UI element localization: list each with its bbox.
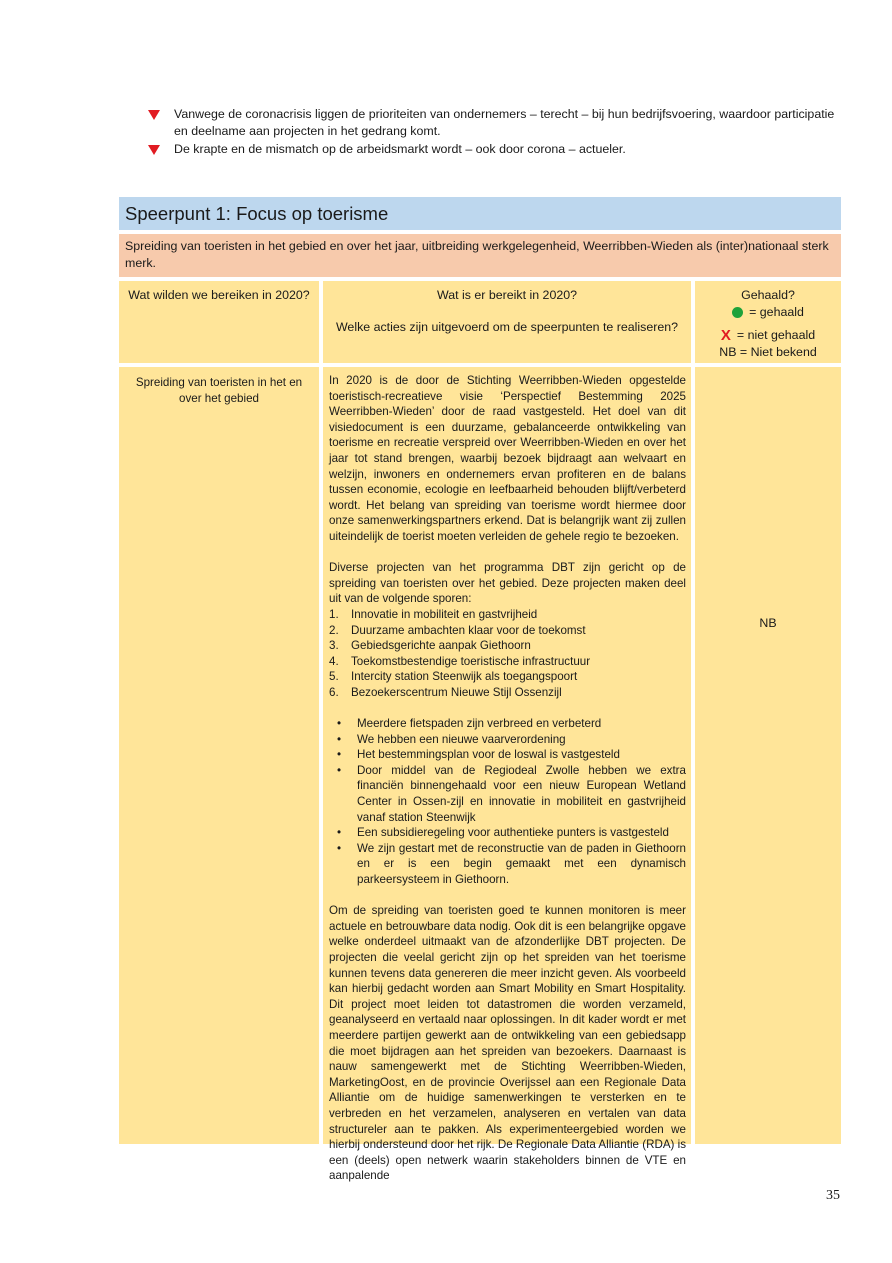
red-triangle-bullet-icon: [148, 110, 160, 120]
track-number: 1.: [329, 607, 339, 621]
bullet-dot-icon: •: [337, 717, 342, 731]
legend-not-achieved: [695, 327, 841, 344]
track-number: 3.: [329, 639, 339, 653]
track-item: [329, 638, 686, 654]
result-text: Het bestemmingsplan voor de loswal is vastgesteld: [357, 748, 620, 762]
achievement-cell: [323, 367, 691, 1183]
page-number: 35: [826, 1188, 840, 1203]
result-item: [329, 747, 686, 763]
paragraph-projects: Diverse projecten van het programma DBT zijn gericht op de spreiding van toeristen over het gebied. Deze projecten maken deel uit van de volgende sporen:: [329, 561, 686, 606]
header-status-title: Gehaald?: [741, 288, 795, 302]
goal-cell: [119, 367, 319, 1144]
track-item: [329, 685, 686, 701]
track-item: [329, 654, 686, 670]
track-item: [329, 669, 686, 685]
status-value: NB: [759, 616, 777, 630]
track-number: 6.: [329, 685, 339, 699]
section-title: Speerpunt 1: Focus op toerisme: [119, 197, 841, 230]
legend-achieved: [695, 304, 841, 321]
result-item: [329, 825, 686, 841]
goal-text: Spreiding van toeristen in het en over het gebied: [135, 376, 303, 405]
header-goal: [119, 281, 319, 363]
header-actions-title: Welke acties zijn uitgevoerd om de speerpunten te realiseren?: [335, 320, 679, 334]
red-triangle-bullet-icon: [148, 145, 160, 155]
legend-not-achieved-label: = niet gehaald: [736, 328, 816, 342]
result-item: [329, 716, 686, 732]
status-cell: [695, 367, 841, 1144]
track-text: Bezoekerscentrum Nieuwe Stijl Ossenzijl: [351, 685, 562, 699]
bullet-dot-icon: •: [337, 732, 342, 746]
header-goal-text: Wat wilden we bereiken in 2020?: [128, 288, 310, 302]
track-text: Toekomstbestendige toeristische infrastructuur: [351, 654, 591, 668]
header-achieved: [323, 281, 691, 363]
result-item: [329, 732, 686, 748]
results-list: [329, 716, 686, 888]
track-number: 4.: [329, 654, 339, 668]
result-text: We zijn gestart met de reconstructie van de paden in Giethoorn en er is een begin gemaakt met een dynamisch parkeersysteem in Giethoorn.: [357, 841, 686, 886]
green-dot-icon: [732, 307, 743, 318]
track-item: [329, 623, 686, 639]
header-status: [695, 281, 841, 363]
bullet-dot-icon: •: [337, 748, 342, 762]
track-text: Gebiedsgerichte aanpak Giethoorn: [351, 639, 531, 653]
legend-unknown-label: NB = Niet bekend: [719, 345, 817, 359]
intro-bullet-item: [148, 106, 848, 140]
section-subtitle: Spreiding van toeristen in het gebied en over het jaar, uitbreiding werkgelegenheid, Weerribben-Wieden als (inter)nationaal sterk merk.: [119, 234, 841, 277]
result-item: [329, 841, 686, 888]
result-text: Door middel van de Regiodeal Zwolle hebben we extra financiën binnengehaald voor een nieuw European Wetland Center in Ossen-zijl en innovatie in mobiliteit en gastvrijheid vanaf station Steenwijk: [357, 763, 686, 824]
track-number: 5.: [329, 670, 339, 684]
track-list: [329, 607, 686, 701]
result-text: We hebben een nieuwe vaarverordening: [357, 732, 566, 746]
result-text: Een subsidieregeling voor authentieke punters is vastgesteld: [357, 826, 669, 840]
track-item: [329, 607, 686, 623]
intro-bullet-text: De krapte en de mismatch op de arbeidsmarkt wordt – ook door corona – actueler.: [174, 142, 626, 156]
legend-achieved-label: = gehaald: [749, 305, 804, 319]
result-text: Meerdere fietspaden zijn verbreed en verbeterd: [357, 717, 602, 731]
intro-bullet-list: [148, 106, 848, 159]
bullet-dot-icon: •: [337, 763, 342, 777]
intro-bullet-item: [148, 141, 848, 158]
result-item: [329, 763, 686, 825]
red-x-icon: X: [720, 327, 731, 344]
intro-bullet-text: Vanwege de coronacrisis liggen de prioriteiten van ondernemers – terecht – bij hun bedrijfsvoering, waardoor participatie en deelname aan projecten in het gedrang komt.: [174, 107, 835, 138]
bullet-dot-icon: •: [337, 841, 342, 855]
paragraph-data-monitoring: Om de spreiding van toeristen goed te kunnen monitoren is meer actuele en betrouwbare data nodig. Ook dit is een belangrijke opgave welke onderdeel uitmaakt van de afzonderlijke DBT projecten. De projecten die veelal gericht zijn op het spreiden van het toerisme kunnen tevens data genereren die meer inzicht geven. Als voorbeeld kan hierbij gedacht worden aan Smart Mobility en Smart Hospitality. Dit project moet leiden tot datastromen die worden verzameld, geanalyseerd en vertaald naar oplossingen. In dit kader wordt er met meerdere partijen gewerkt aan de ontwikkeling van een gebiedsapp die moet bijdragen aan het spreiden van bezoekers. Daarnaast is nauw samengewerkt met de Stichting Weerribben-Wieden, MarketingOost, en de provincie Overijssel aan een Regionale Data Alliantie om de huidige samenwerkingen te versterken en te verbreden en het verzamelen, analyseren en vertalen van data structureler aan te pakken. Als experimenteergebied worden we hierbij ondersteund door het rijk. De Regionale Data Alliantie (RDA) is een (deels) open netwerk waarin stakeholders binnen de VTE en aanpalende: [329, 904, 687, 1183]
track-text: Duurzame ambachten klaar voor de toekomst: [351, 623, 586, 637]
track-number: 2.: [329, 623, 339, 637]
header-achieved-title: Wat is er bereikt in 2020?: [436, 288, 578, 302]
bullet-dot-icon: •: [337, 826, 342, 840]
track-text: Innovatie in mobiliteit en gastvrijheid: [351, 607, 538, 621]
paragraph-vision: In 2020 is de door de Stichting Weerribben-Wieden opgestelde toeristisch-recreatieve visie ‘Perspectief Bestemming 2025 Weerribben-Wieden’ door de raad vastgesteld. Het doel van dit visiedocument is een duurzame, gebalanceerde ontwikkeling van toerisme en recreatie verspreid over Weerribben-Wieden en over het jaar tot stand brengen, waarbij bezoek bijdraagt aan welvaart en welzijn, inwoners en ondernemers ervan profiteren en de balans tussen economie, ecologie en leefbaarheid behouden blijft/verbeterd wordt. Het belang van spreiding van toerisme wordt hiermee door onze samenwerkingspartners erkend. Dat is belangrijk want zij zullen uiteindelijk de toerist moeten verleiden de gehele regio te bezoeken.: [329, 374, 686, 543]
track-text: Intercity station Steenwijk als toegangspoort: [351, 670, 578, 684]
